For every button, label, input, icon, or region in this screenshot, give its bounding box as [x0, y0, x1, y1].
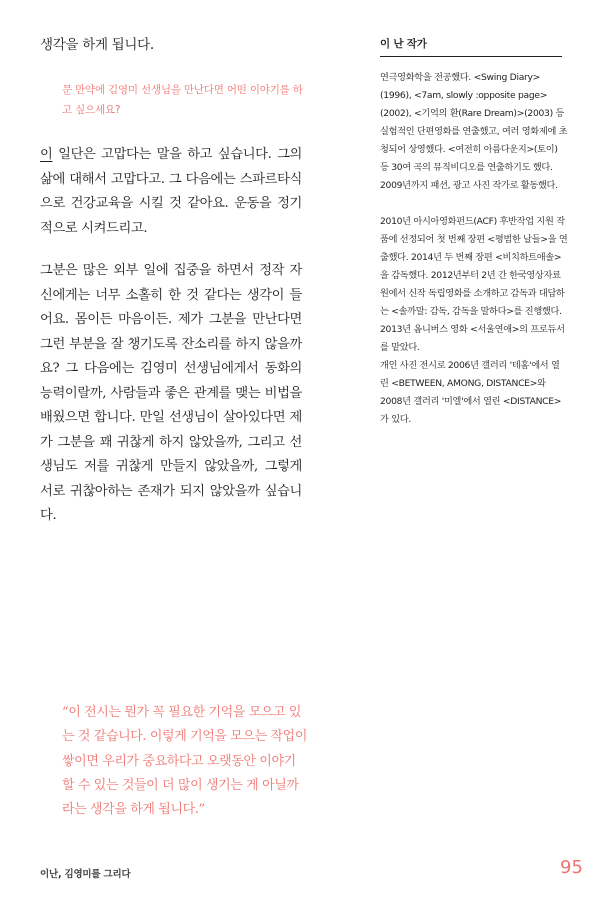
bio-paragraph-2: 2010년 아시아영화펀드(ACF) 후반작업 지원 작품에 선정되어 첫 번째 장편 <평범한 날들>을 연출했다. 2014년 두 번째 장편 <비치하트애솔>을 감독했다. 2012년부터 2년 간 한국영상자료원에서 신작 독립영화를 소개하고 감독과 대담하는 <솔까말: 감독, 감독을 말하다>를 진행했다. 2013년 옴니버스 영화 <서울연애>의 프로듀서를 맡았다. [380, 216, 568, 353]
sidebar-divider [380, 56, 562, 57]
page-number: 95 [560, 857, 583, 878]
bio-paragraph-3: 개인 사진 전시로 2006년 갤러리 '테홈'에서 열린 <BETWEEN, AMONG, DISTANCE>와 2008년 갤러리 '미엘'에서 열린 <DISTANCE>가 있다. [380, 360, 562, 425]
footer-title: 이난, 김영미를 그리다 [40, 869, 131, 880]
answer-paragraph-1-text: 일단은 고맙다는 말을 하고 싶습니다. 그의 삶에 대해서 고맙다고. 그 다음에는 스파르타식으로 건강교육을 시킬 것 같아요. 운동을 정기적으로 시켜드리고. [40, 147, 302, 236]
lead-line: 생각을 하게 됩니다. [40, 37, 154, 53]
interview-question: 문 만약에 김영미 선생님을 만난다면 어떤 이야기를 하고 싶으세요? [62, 84, 303, 116]
sidebar-heading: 이 난 작가 [380, 38, 427, 50]
bio-paragraph-1: 연극영화학을 전공했다. <Swing Diary>(1996), <7am, slowly :opposite page>(2002), <기억의 환(Rare Dream)>(2003) 등 실험적인 단편영화를 연출했고, 여러 영화제에 초청되어 상영했다. <여전히 아름다운지>(토이) 등 30여 곡의 뮤직비디오를 연출하기도 했다. 2009년까지 패션, 광고 사진 작가로 활동했다. [380, 72, 568, 191]
pull-quote: “이 전시는 뭔가 꼭 필요한 기억을 모으고 있는 것 같습니다. 이렇게 기억을 모으는 작업이 쌓이면 우리가 중요하다고 오랫동안 이야기할 수 있는 것들이 더 많이 생기는 게 아닐까라는 생각을 하게 됩니다.” [62, 705, 307, 818]
answer-marker: 이 [40, 147, 53, 162]
answer-paragraph-1 [40, 143, 302, 241]
answer-paragraph-2: 그분은 많은 외부 일에 집중을 하면서 정작 자신에게는 너무 소홀히 한 것 같다는 생각이 들어요. 몸이든 마음이든. 제가 그분을 만난다면 그런 부분을 잘 챙기도록 잔소리를 하지 않을까요? 그 다음에는 김영미 선생님에게서 동화의 능력이랄까, 사람들과 좋은 관계를 맺는 비법을 배웠으면 합니다. 만일 선생님이 살아있다면 제가 그분을 꽤 귀찮게 하지 않았을까, 그리고 선생님도 저를 귀찮게 만들지 않았을까, 그렇게 서로 귀찮아하는 존재가 되지 않았을까 싶습니다. [40, 263, 302, 523]
